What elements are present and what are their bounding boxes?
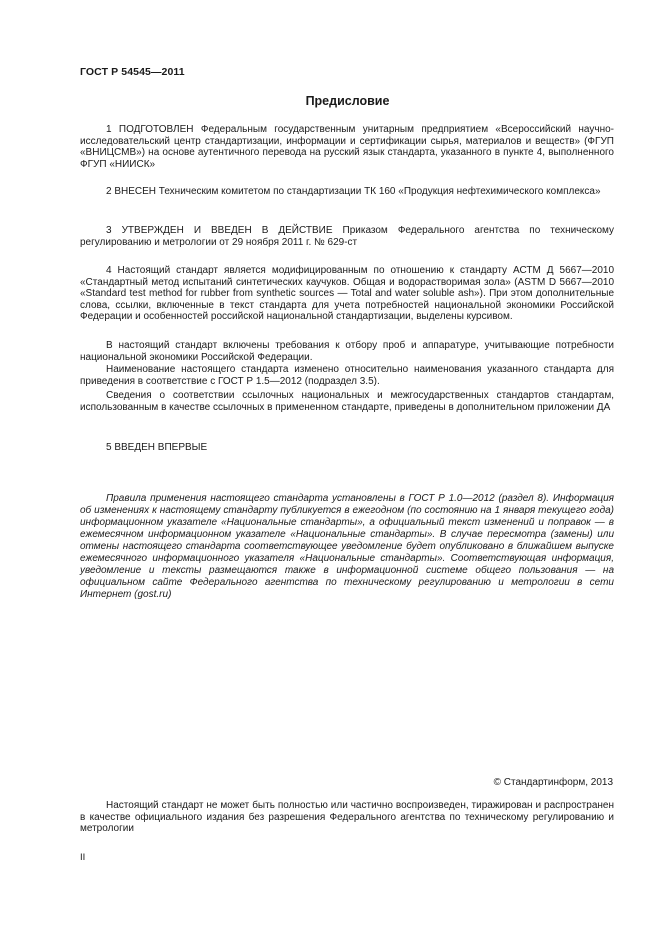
application-rules-note: Правила применения настоящего стандарта установлены в ГОСТ Р 1.0—2012 (раздел 8). Информация об изменениях к настоящему стандарту публикуется в ежегодном (по состоянию на 1 января текущего года) информационном указателе «Национальные стандарты», а официальный текст изменений и поправок — в ежемесячном информационном указателе «Национальные стандарты». В случае пересмотра (замены) или отмены настоящего стандарта соответствующее уведомление будет опубликовано в ближайшем выпуске ежемесячного информационного указателя «Национальные стандарты». Соответствующая информация, уведомление и тексты размещаются также в информационной системе общего пользования — на официальном сайте Федерального агентства по техническому регулированию и метрологии в сети Интернет (gost.ru) [80,493,614,600]
page-title: Предисловие [305,94,390,108]
paragraph-reference-standards: Сведения о соответствии ссылочных национальных и межгосударственных стандартов стандартам, использованным в качестве ссылочных в примененном стандарте, приведены в дополнительном приложении ДА [80,390,614,413]
paragraph-approved: 3 УТВЕРЖДЕН И ВВЕДЕН В ДЕЙСТВИЕ Приказом Федерального агентства по техническому регулированию и метрологии от 29 ноября 2011 г. № 629-ст [80,225,614,248]
page-number: II [80,852,86,863]
paragraph-first-introduced: 5 ВВЕДЕН ВПЕРВЫЕ [106,442,208,453]
document-code: ГОСТ Р 54545—2011 [80,66,185,78]
paragraph-prepared-by: 1 ПОДГОТОВЛЕН Федеральным государственным унитарным предприятием «Всероссийский научно-исследовательский центр стандартизации, информации и сертификации сырья, материалов и веществ» (ФГУП «ВНИЦСМВ») на основе аутентичного перевода на русский язык стандарта, указанного в пункте 4, выполненного ФГУП «НИИСК» [80,124,614,170]
reproduction-notice: Настоящий стандарт не может быть полностью или частично воспроизведен, тиражирован и распространен в качестве официального издания без разрешения Федерального агентства по техническому регулированию и метрологии [80,800,614,835]
paragraph-name-change: Наименование настоящего стандарта изменено относительно наименования указанного стандарта для приведения в соответствие с ГОСТ Р 1.5—2012 (подраздел 3.5). [80,364,614,387]
paragraph-sampling-requirements: В настоящий стандарт включены требования к отбору проб и аппаратуре, учитывающие потребности национальной экономики Российской Федерации. [80,340,614,363]
paragraph-introduced-by: 2 ВНЕСЕН Техническим комитетом по стандартизации ТК 160 «Продукция нефтехимического комплекса» [106,186,601,197]
paragraph-modification: 4 Настоящий стандарт является модифицированным по отношению к стандарту АСТМ Д 5667—2010 «Стандартный метод испытаний синтетических каучуков. Общая и водорастворимая зола» (ASTM D 5667—2010 «Standard test method for rubber from synthetic sources — Total and water soluble ash»). При этом дополнительные слова, ссылки, включенные в текст стандарта для учета потребностей национальной экономики Российской Федерации и особенностей российской национальной стандартизации, выделены курсивом. [80,265,614,323]
copyright-line: © Стандартинформ, 2013 [493,777,613,788]
